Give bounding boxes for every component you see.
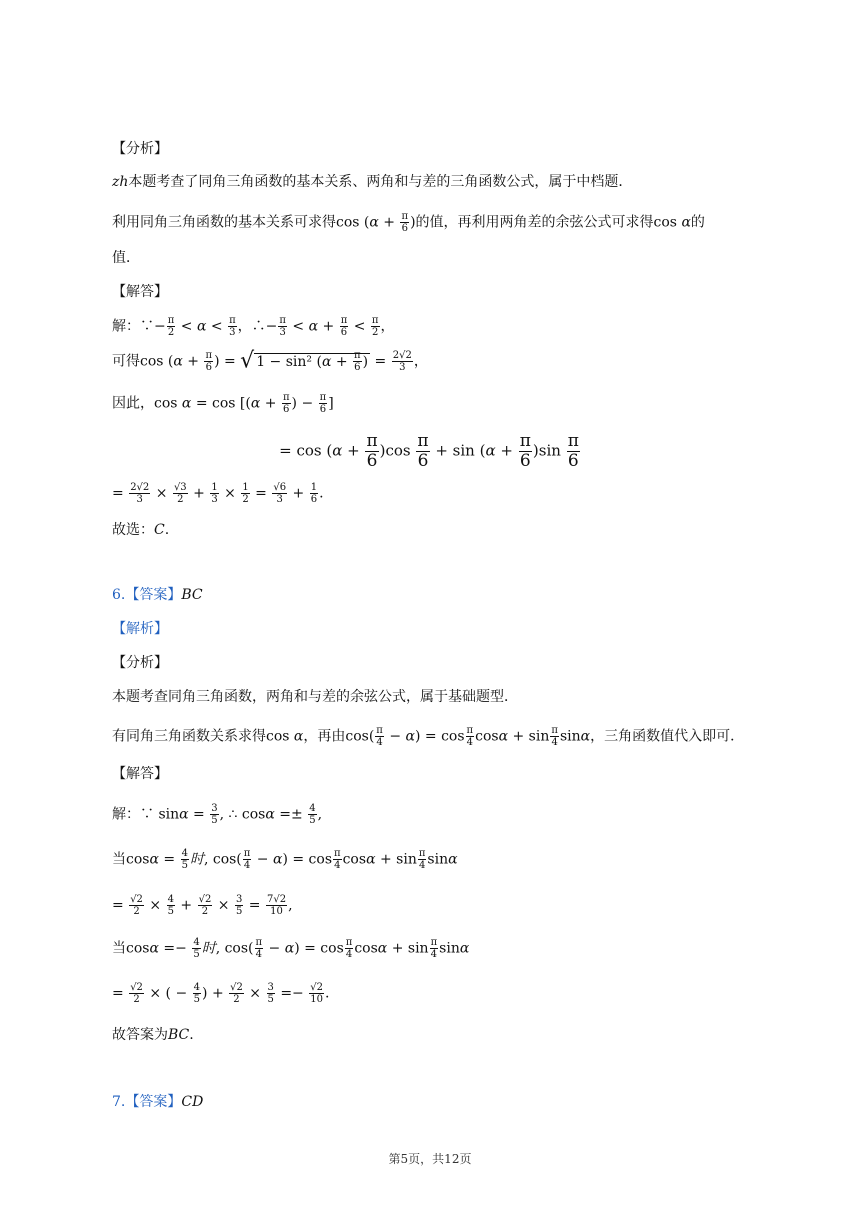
question-6-solution-line-1: 解：∵ sinα = $\frac{3}{5}$ , ∴ cosα =± $\frac{4}{5}$ , (112, 803, 323, 826)
solution-line-4: = $\frac{2√2}{3}$ × $\frac{√3}{2}$ + $\frac{1}{3}$ × $\frac{1}{2}$ = $\frac{√6}{3}$ + $\frac{1}{6}$ . (112, 482, 324, 505)
solution-line-3: 因此，cos α = cos [(α + $\frac{\pi}{6}$ ) − $\frac{\pi}{6}$ ] (112, 392, 334, 415)
solution-line-2: 可得cos (α + $\frac{\pi}{6}$ ) = √ 1 − sin² (α + $\frac{\pi}{6}$ ) = $\frac{2√2}{3}$ ， (112, 348, 428, 374)
question-7-answer: 7.【答案】CD (112, 1094, 204, 1110)
question-6-analysis-text: 本题考查同角三角函数，两角和与差的余弦公式，属于基础题型． (112, 689, 518, 705)
question-6-answer: 6.【答案】BC (112, 587, 203, 603)
solution-heading: 【解答】 (112, 284, 168, 300)
page-footer: 第5页，共12页 (388, 1152, 472, 1166)
question-6-final-answer: 故答案为BC. (112, 1027, 194, 1043)
question-6-analysis-heading: 【分析】 (112, 655, 168, 671)
choice-answer-5: 故选：C. (112, 522, 170, 538)
solution-display-equation: = cos (α + $\frac{\pi}{6}$ )cos $\frac{\pi}{6}$ + sin (α + $\frac{\pi}{6}$ )sin $\frac{\pi}{6}$ (279, 431, 579, 471)
analysis-text: zh本题考查了同角三角函数的基本关系、两角和与差的三角函数公式，属于中档题． (112, 174, 633, 190)
question-6-method-text: 有同角三角函数关系求得cos α，再由cos( $\frac{\pi}{4}$ − α) = cos $\frac{\pi}{4}$ cosα + sin $\frac{\pi}{4}$ sinα，三角函数值代入即可． (112, 725, 745, 748)
question-6-solution-line-5: = $\frac{√2}{2}$ × ( − $\frac{4}{5}$ ) + $\frac{√2}{2}$ × $\frac{3}{5}$ =− $\frac{√2}{10}$ . (112, 982, 330, 1005)
method-text-cont: 值． (112, 250, 140, 266)
question-6-explanation-heading: 【解析】 (112, 621, 168, 637)
solution-line-1: 解：∵− $\frac{\pi}{2}$ < α < $\frac{\pi}{3}$ ，∴− $\frac{\pi}{3}$ < α + $\frac{\pi}{6}$ < $\frac{\pi}{2}$ ， (112, 315, 395, 338)
method-text: 利用同角三角函数的基本关系可求得cos (α + $\frac{\pi}{6}$ )的值，再利用两角差的余弦公式可求得cos α的 (112, 211, 705, 234)
analysis-heading: 【分析】 (112, 141, 168, 157)
question-6-solution-line-3: = $\frac{√2}{2}$ × $\frac{4}{5}$ + $\frac{√2}{2}$ × $\frac{3}{5}$ = $\frac{7√2}{10}$ , (112, 894, 293, 917)
question-6-solution-line-2: 当cosα = $\frac{4}{5}$ 时, cos( $\frac{\pi}{4}$ − α) = cos $\frac{\pi}{4}$ cosα + sin $\frac{\pi}{4}$ sinα (112, 848, 458, 871)
question-6-solution-heading: 【解答】 (112, 766, 168, 782)
question-6-solution-line-4: 当cosα =− $\frac{4}{5}$ 时, cos( $\frac{\pi}{4}$ − α) = cos $\frac{\pi}{4}$ cosα + sin $\frac{\pi}{4}$ sinα (112, 937, 470, 960)
